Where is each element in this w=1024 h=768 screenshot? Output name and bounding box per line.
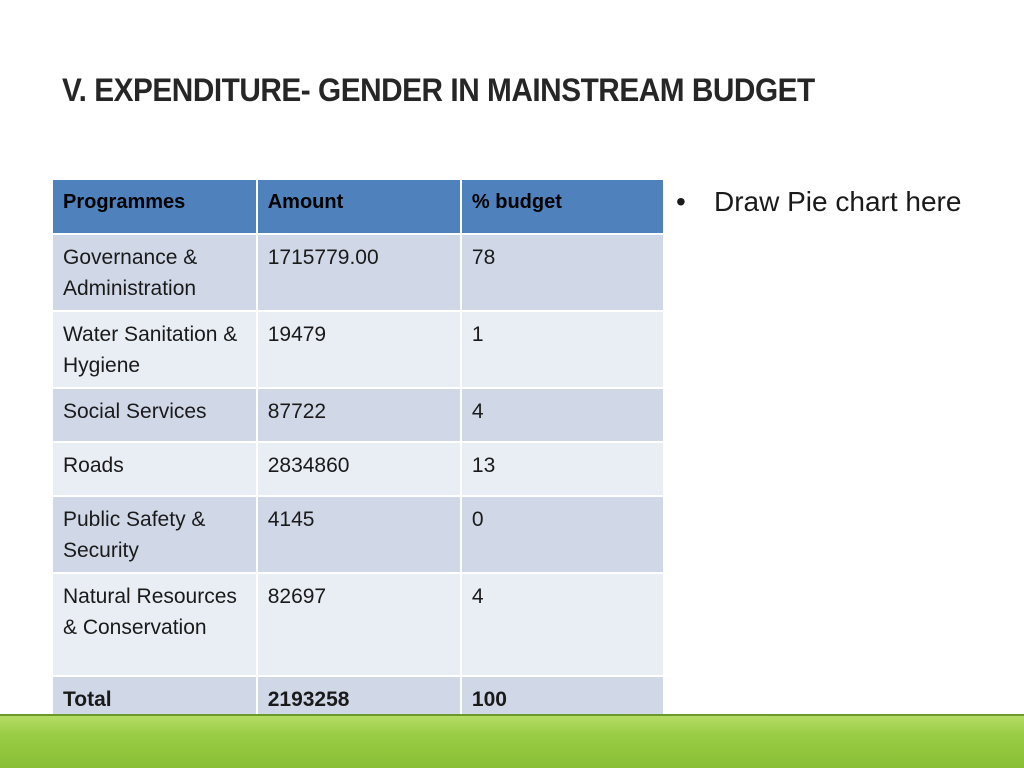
amount-cell: 2834860 [257, 442, 461, 496]
bullet-dot-icon: • [676, 186, 686, 217]
table-row [52, 234, 664, 311]
programme-cell: Water Sanitation & Hygiene [52, 311, 257, 388]
percent-cell: 13 [461, 442, 664, 496]
table-row [52, 311, 664, 388]
header-amount: Amount [257, 179, 461, 234]
programme-cell: Natural Resources & Conservation [52, 573, 257, 676]
budget-table [51, 178, 665, 731]
table-row [52, 496, 664, 573]
header-programmes: Programmes [52, 179, 257, 234]
percent-cell: 0 [461, 496, 664, 573]
table-row [52, 442, 664, 496]
total-percent-cell: 100 [461, 676, 664, 730]
slide-title: V. EXPENDITURE- GENDER IN MAINSTREAM BUDGET [62, 72, 815, 108]
percent-cell: 4 [461, 573, 664, 676]
programme-cell: Governance & Administration [52, 234, 257, 311]
percent-cell: 4 [461, 388, 664, 442]
total-label-cell: Total [52, 676, 257, 730]
programme-cell: Social Services [52, 388, 257, 442]
percent-cell: 1 [461, 311, 664, 388]
table-header-row [52, 179, 664, 234]
table-row [52, 573, 664, 676]
bullet-item [676, 186, 961, 218]
programme-cell: Public Safety & Security [52, 496, 257, 573]
amount-cell: 82697 [257, 573, 461, 676]
amount-cell: 4145 [257, 496, 461, 573]
table-row [52, 388, 664, 442]
amount-cell: 1715779.00 [257, 234, 461, 311]
header-percent-budget: % budget [461, 179, 664, 234]
footer-bar [0, 716, 1024, 768]
percent-cell: 78 [461, 234, 664, 311]
programme-cell: Roads [52, 442, 257, 496]
bullet-text: Draw Pie chart here [714, 186, 962, 217]
total-amount-cell: 2193258 [257, 676, 461, 730]
amount-cell: 87722 [257, 388, 461, 442]
amount-cell: 19479 [257, 311, 461, 388]
